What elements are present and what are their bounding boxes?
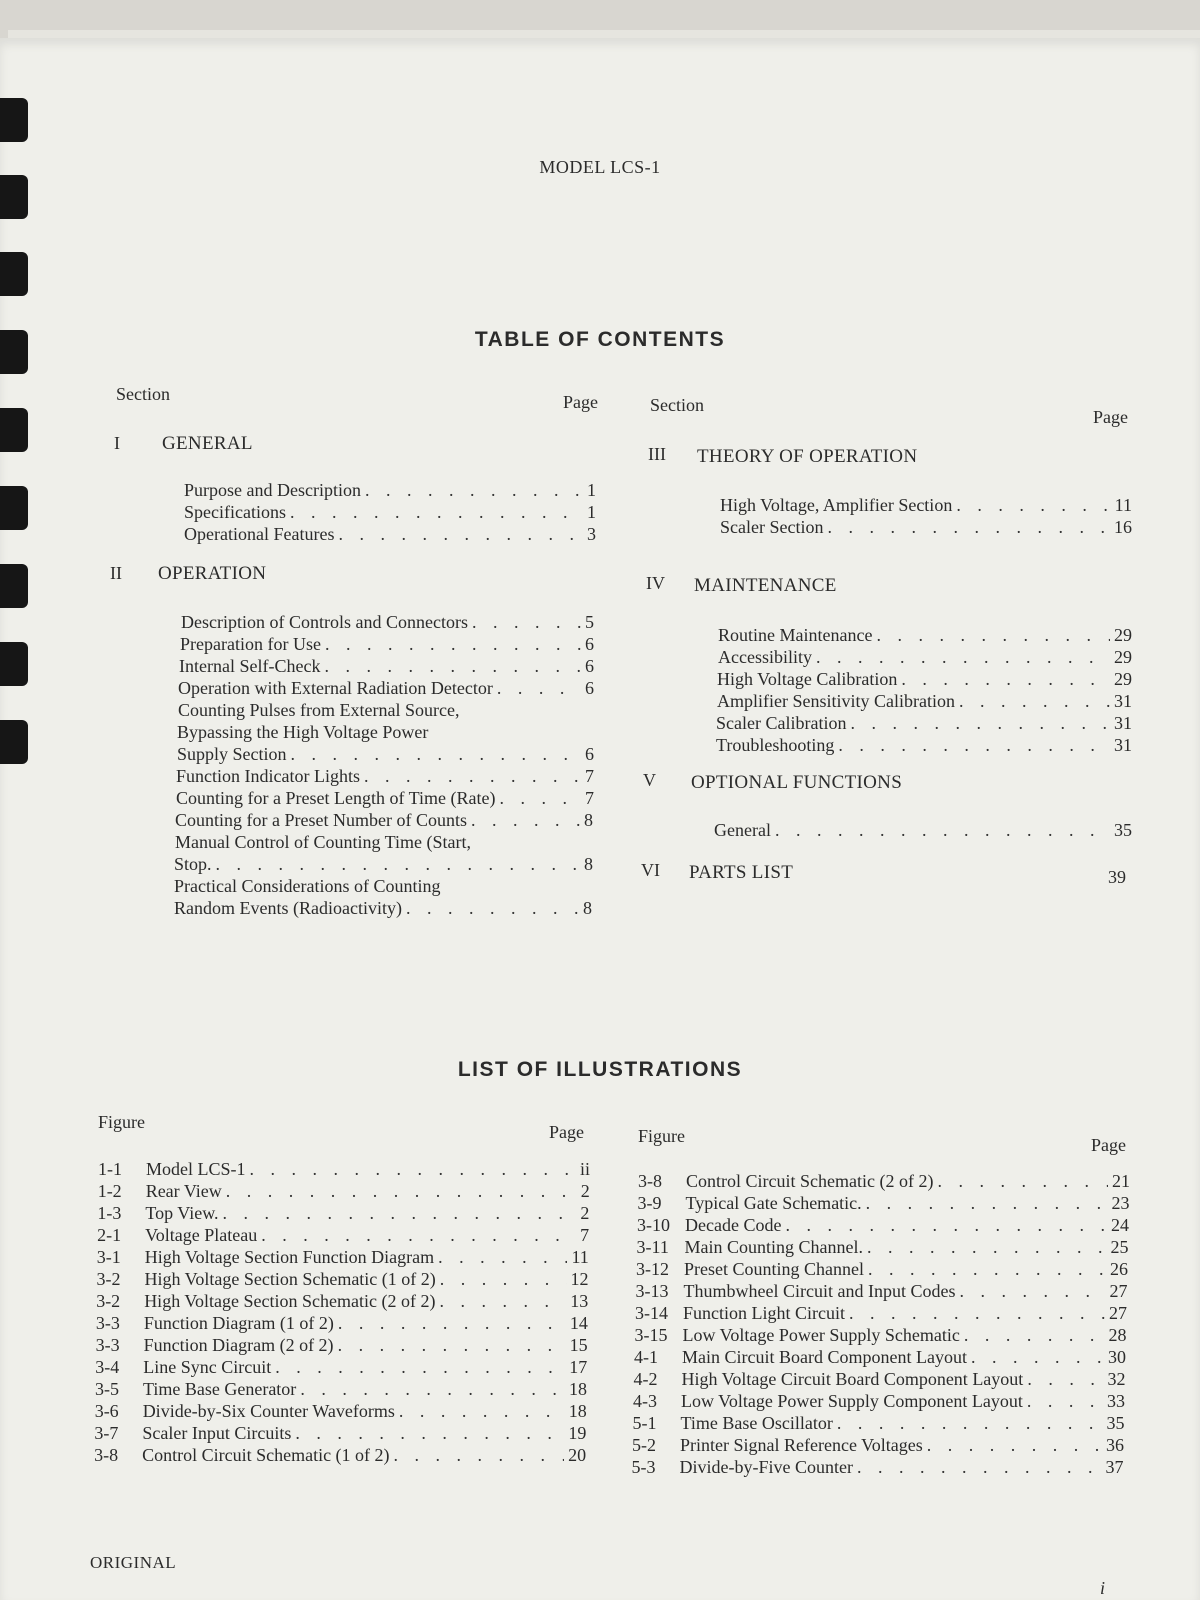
figure-page: 32	[1107, 1369, 1126, 1389]
toc-section-title: OPTIONAL FUNCTIONS	[691, 772, 903, 793]
figure-title: Printer Signal Reference Voltages	[680, 1435, 923, 1455]
figure-page: 15	[569, 1335, 588, 1355]
toc-entry: Supply Section . . . 6	[177, 743, 594, 765]
loi-entry	[636, 1258, 1128, 1280]
toc-entry: Amplifier Sensitivity Calibration . . . 31	[717, 690, 1132, 712]
loi-figure-label-right: Figure	[638, 1126, 685, 1146]
figure-title: Scaler Input Circuits	[142, 1423, 292, 1443]
binding-ring	[0, 486, 28, 530]
toc-entry: Internal Self-Check . . . 6	[179, 655, 594, 677]
figure-number: 3-3	[95, 1313, 120, 1333]
toc-entry: Scaler Calibration . . . 31	[716, 712, 1132, 734]
loi-entry	[638, 1170, 1130, 1192]
binding-ring	[0, 252, 28, 296]
figure-title: Time Base Generator	[143, 1379, 297, 1399]
toc-entry: Preparation for Use . . . 6	[180, 633, 594, 655]
figure-number: 3-1	[96, 1247, 121, 1267]
toc-section-title: THEORY OF OPERATION	[697, 446, 918, 467]
figure-number: 4-2	[633, 1369, 658, 1389]
spiral-binding	[0, 90, 30, 810]
toc-entry-line: Practical Considerations of Counting	[174, 876, 441, 896]
loi-entry	[633, 1390, 1125, 1412]
figure-title: Divide-by-Six Counter Waveforms	[142, 1401, 395, 1421]
figure-number: 1-1	[98, 1159, 122, 1179]
figure-page: 18	[569, 1379, 587, 1399]
page-number: i	[1100, 1578, 1106, 1598]
model-header: MODEL LCS-1	[539, 157, 661, 177]
figure-page: 18	[568, 1401, 587, 1421]
loi-entry	[632, 1456, 1124, 1478]
figure-page: 37	[1105, 1457, 1124, 1477]
figure-page: 25	[1110, 1237, 1129, 1257]
loi-entry	[97, 1224, 589, 1246]
figure-page: 20	[568, 1445, 587, 1465]
loi-figure-label-left: Figure	[98, 1112, 145, 1132]
toc-entry: Stop. . . . 8	[174, 853, 593, 875]
figure-number: 3-9	[637, 1193, 662, 1213]
toc-entry-line: Counting Pulses from External Source,	[178, 700, 460, 720]
toc-entry: Operation with External Radiation Detector . . . 6	[178, 677, 594, 699]
figure-number: 3-6	[94, 1401, 119, 1421]
figure-page: 28	[1108, 1325, 1127, 1345]
figure-page: 36	[1106, 1435, 1124, 1455]
figure-number: 5-2	[632, 1435, 656, 1455]
toc-section-title: OPERATION	[158, 563, 267, 584]
toc-section-title: MAINTENANCE	[694, 575, 837, 596]
figure-title: Control Circuit Schematic (1 of 2)	[142, 1445, 390, 1465]
figure-title: Typical Gate Schematic.	[685, 1193, 862, 1213]
loi-entry	[97, 1268, 589, 1290]
figure-title: Model LCS-1	[146, 1159, 246, 1179]
toc-page-label-left: Page	[563, 392, 598, 412]
figure-page: 30	[1108, 1347, 1126, 1367]
figure-title: Thumbwheel Circuit and Input Codes	[683, 1281, 956, 1301]
figure-page: 21	[1112, 1171, 1130, 1191]
figure-number: 3-8	[638, 1171, 662, 1191]
toc-entry: Counting for a Preset Number of Counts . . . 8	[175, 809, 593, 831]
figure-title: High Voltage Section Schematic (1 of 2)	[144, 1269, 436, 1289]
figure-title: Preset Counting Channel	[684, 1259, 864, 1279]
figure-page: 17	[569, 1357, 588, 1377]
binding-ring	[0, 564, 28, 608]
toc-entry: Purpose and Description . . . 1	[184, 479, 596, 501]
figure-page: 2	[580, 1203, 590, 1223]
loi-entry	[94, 1444, 586, 1466]
figure-number: 1-3	[97, 1203, 122, 1223]
loi-entry	[638, 1192, 1130, 1214]
toc-section-number: V	[643, 770, 656, 790]
loi-entry	[635, 1302, 1127, 1324]
figure-page: ii	[579, 1159, 590, 1179]
toc-section-number: II	[110, 563, 122, 583]
loi-entry	[632, 1434, 1124, 1456]
loi-entry	[637, 1214, 1129, 1236]
loi-entry	[98, 1158, 590, 1180]
original-stamp: ORIGINAL	[90, 1553, 177, 1572]
figure-title: Low Voltage Power Supply Schematic	[682, 1325, 960, 1345]
figure-number: 3-5	[95, 1379, 119, 1399]
binding-ring	[0, 98, 28, 142]
toc-section-title: PARTS LIST	[689, 862, 794, 883]
toc-entry: Troubleshooting . . . 31	[716, 734, 1132, 756]
toc-entry-line: Manual Control of Counting Time (Start,	[175, 832, 472, 852]
loi-entry	[633, 1412, 1125, 1434]
figure-number: 4-1	[634, 1347, 658, 1367]
figure-title: Rear View	[145, 1181, 222, 1201]
toc-entry: Counting for a Preset Length of Time (Rate) . . . 7	[176, 787, 594, 809]
toc-entry: Random Events (Radioactivity) . . . 8	[174, 897, 592, 919]
figure-title: Low Voltage Power Supply Component Layout	[681, 1391, 1023, 1411]
loi-title: LIST OF ILLUSTRATIONS	[457, 1058, 743, 1081]
toc-page-label-right: Page	[1093, 407, 1128, 427]
toc-entry: High Voltage, Amplifier Section . . . 11	[720, 494, 1132, 516]
figure-page: 33	[1107, 1391, 1125, 1411]
figure-page: 12	[570, 1269, 589, 1289]
figure-page: 35	[1106, 1413, 1125, 1433]
figure-number: 3-2	[96, 1291, 121, 1311]
loi-page-label-left: Page	[549, 1122, 584, 1142]
loi-entry	[634, 1368, 1126, 1390]
figure-number: 4-3	[633, 1391, 657, 1411]
toc-section-page: 39	[1108, 867, 1126, 887]
binding-ring	[0, 642, 28, 686]
figure-page: 7	[580, 1225, 590, 1245]
loi-entry	[636, 1280, 1128, 1302]
toc-entry: Accessibility . . . 29	[718, 646, 1132, 668]
toc-entry: High Voltage Calibration . . . 29	[717, 668, 1132, 690]
figure-title: Decade Code	[685, 1215, 782, 1235]
figure-page: 2	[580, 1181, 590, 1201]
toc-entry: Scaler Section . . . 16	[720, 516, 1132, 538]
figure-number: 3-4	[95, 1357, 120, 1377]
toc-title: TABLE OF CONTENTS	[474, 328, 726, 351]
loi-entry	[96, 1312, 588, 1334]
loi-entry	[96, 1334, 588, 1356]
figure-page: 19	[568, 1423, 587, 1443]
figure-page: 24	[1111, 1215, 1129, 1235]
figure-number: 3-3	[95, 1335, 120, 1355]
loi-entry	[98, 1180, 590, 1202]
figure-title: Divide-by-Five Counter	[679, 1457, 853, 1477]
toc-section-title: GENERAL	[162, 433, 253, 454]
loi-entry	[95, 1400, 587, 1422]
binding-ring	[0, 175, 28, 219]
loi-entry	[94, 1422, 586, 1444]
figure-number: 3-13	[635, 1281, 669, 1301]
toc-section-number: III	[648, 444, 666, 464]
toc-entry: Description of Controls and Connectors . . . 5	[181, 611, 594, 633]
figure-title: High Voltage Section Function Diagram	[144, 1247, 435, 1267]
figure-title: Main Counting Channel.	[684, 1237, 863, 1257]
toc-section-label-right: Section	[650, 395, 704, 415]
figure-number: 3-2	[96, 1269, 121, 1289]
figure-number: 5-1	[632, 1413, 657, 1433]
toc-entry: Specifications . . . 1	[184, 501, 596, 523]
figure-number: 3-10	[637, 1215, 670, 1235]
figure-title: Main Circuit Board Component Layout	[682, 1347, 967, 1367]
figure-page: 26	[1110, 1259, 1128, 1279]
loi-entry	[634, 1346, 1126, 1368]
figure-page: 23	[1111, 1193, 1130, 1213]
loi-page-label-right: Page	[1091, 1135, 1126, 1155]
loi-entry	[637, 1236, 1129, 1258]
toc-entry: Routine Maintenance . . . 29	[718, 624, 1132, 646]
loi-entry	[96, 1290, 588, 1312]
toc-section-number: I	[114, 433, 120, 453]
figure-number: 1-2	[97, 1181, 122, 1201]
figure-page: 27	[1109, 1281, 1128, 1301]
toc-entry: Operational Features . . . 3	[184, 523, 596, 545]
loi-entry	[95, 1356, 587, 1378]
toc-entry-line: Bypassing the High Voltage Power	[177, 722, 429, 742]
toc-section-label-left: Section	[116, 384, 170, 404]
figure-number: 5-3	[631, 1457, 656, 1477]
figure-title: Top View.	[145, 1203, 219, 1223]
figure-title: Function Light Circuit	[683, 1303, 845, 1323]
figure-number: 2-1	[97, 1225, 122, 1245]
toc-entry: Function Indicator Lights . . . 7	[176, 765, 594, 787]
figure-page: 13	[570, 1291, 589, 1311]
figure-number: 3-14	[635, 1303, 668, 1323]
figure-title: Function Diagram (1 of 2)	[143, 1313, 334, 1333]
loi-entry	[97, 1246, 589, 1268]
figure-number: 3-12	[636, 1259, 669, 1279]
figure-number: 3-7	[94, 1423, 119, 1443]
loi-entry	[95, 1378, 587, 1400]
figure-number: 3-11	[636, 1237, 669, 1257]
binding-ring	[0, 408, 28, 452]
figure-page: 27	[1109, 1303, 1127, 1323]
loi-entry	[635, 1324, 1127, 1346]
toc-section-number: IV	[646, 573, 665, 593]
figure-page: 14	[569, 1313, 588, 1333]
loi-entry	[97, 1202, 589, 1224]
figure-page: 11	[571, 1247, 589, 1267]
figure-title: Time Base Oscillator	[680, 1413, 833, 1433]
figure-title: High Voltage Circuit Board Component Layout	[681, 1369, 1024, 1389]
figure-title: Line Sync Circuit	[143, 1357, 272, 1377]
binding-ring	[0, 720, 28, 764]
figure-title: Function Diagram (2 of 2)	[143, 1335, 334, 1355]
figure-title: High Voltage Section Schematic (2 of 2)	[144, 1291, 436, 1311]
figure-number: 3-8	[94, 1445, 119, 1465]
toc-section-number: VI	[641, 860, 660, 880]
figure-title: Voltage Plateau	[145, 1225, 258, 1245]
toc-entry: General . . . 35	[714, 819, 1132, 841]
figure-title: Control Circuit Schematic (2 of 2)	[686, 1171, 934, 1191]
figure-number: 3-15	[634, 1325, 668, 1345]
